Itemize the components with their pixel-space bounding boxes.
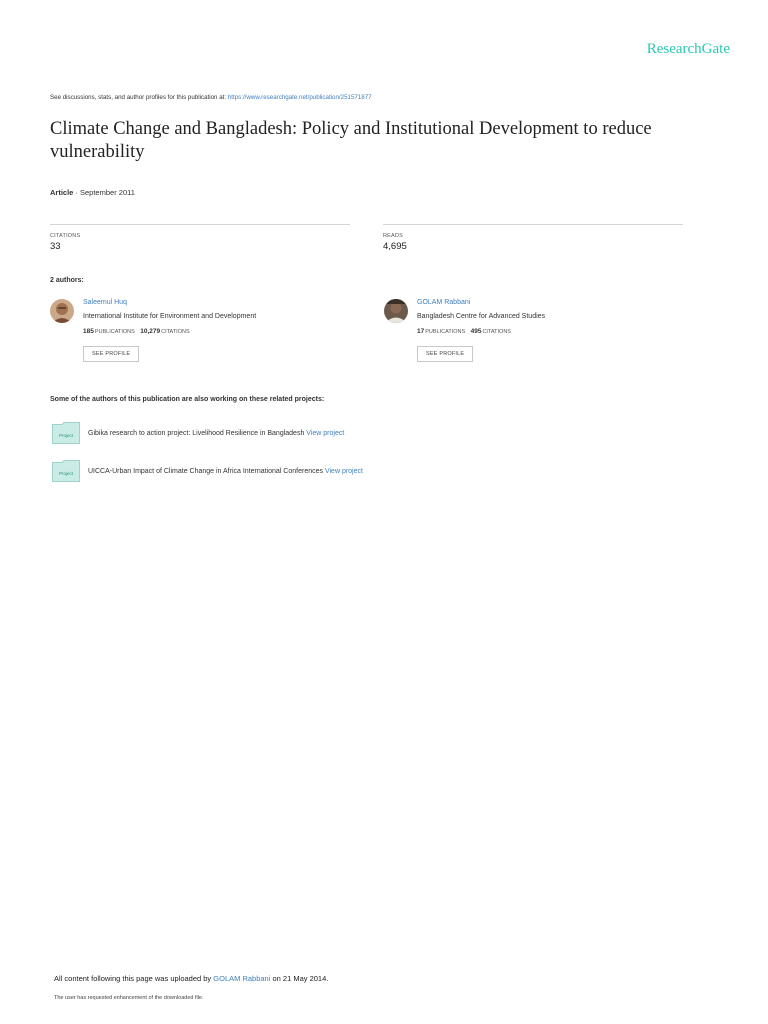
reads-stat [383,224,683,252]
researchgate-logo[interactable]: ResearchGate [646,41,730,57]
see-profile-button[interactable]: SEE PROFILE [417,346,473,362]
upload-date: on 21 May 2014. [270,974,329,983]
publications-label: PUBLICATIONS [425,329,466,335]
project-title: Gibika research to action project: Livelihood Resilience in Bangladesh [88,430,307,437]
publication-type: Article [50,188,74,197]
see-profile-button[interactable]: SEE PROFILE [83,346,139,362]
avatar[interactable] [50,299,74,323]
citations-label: CITATIONS [50,233,81,239]
enhancement-note: The user has requested enhancement of the downloaded file. [54,995,204,1001]
related-projects-heading: Some of the authors of this publication are also working on these related projects: [50,396,325,403]
view-project-link[interactable]: View project [324,468,363,475]
avatar[interactable] [384,299,408,323]
reads-label: READS [383,233,403,239]
project-folder-icon [52,422,80,444]
upload-info [54,974,328,983]
author-citations-label: CITATIONS [161,329,190,335]
publications-label: PUBLICATIONS [94,329,135,335]
author-counts [83,328,343,335]
citations-value: 33 [50,241,61,252]
author-institution: International Institute for Environment and Development [83,313,257,320]
project-icon-label: Project [58,471,74,476]
author-citations-count: 10,279 [140,328,161,335]
publication-date: · September 2011 [73,188,135,197]
discussion-line [50,94,372,101]
reads-value: 4,695 [383,241,407,252]
project-description [88,468,363,475]
project-item [50,460,450,486]
publications-count: 17 [417,328,425,335]
citations-stat [50,224,350,252]
project-item [50,422,450,448]
author-name[interactable]: Saleemul Huq [83,299,127,306]
author-citations-label: CITATIONS [482,329,511,335]
authors-heading: 2 authors: [50,277,84,284]
author-citations-count: 495 [470,328,482,335]
publication-meta [50,188,135,197]
discussion-text: See discussions, stats, and author profiles for this publication at: [50,94,228,101]
project-icon-label: Project [58,433,74,438]
uploader-link[interactable]: GOLAM Rabbani [213,974,271,983]
publication-url-link[interactable]: https://www.researchgate.net/publication/251571877 [227,94,372,101]
upload-prefix: All content following this page was uploaded by [54,974,214,983]
author-counts [417,328,677,335]
author-name[interactable]: GOLAM Rabbani [417,299,471,306]
project-description [88,430,344,437]
project-title: UICCA-Urban Impact of Climate Change in Africa International Conferences [88,468,325,475]
view-project-link[interactable]: View project [306,430,345,437]
project-folder-icon [52,460,80,482]
publication-title: Climate Change and Bangladesh: Policy and Institutional Development to reduce vulnerability [50,119,652,162]
publications-count: 185 [83,328,94,335]
author-institution: Bangladesh Centre for Advanced Studies [417,313,546,320]
